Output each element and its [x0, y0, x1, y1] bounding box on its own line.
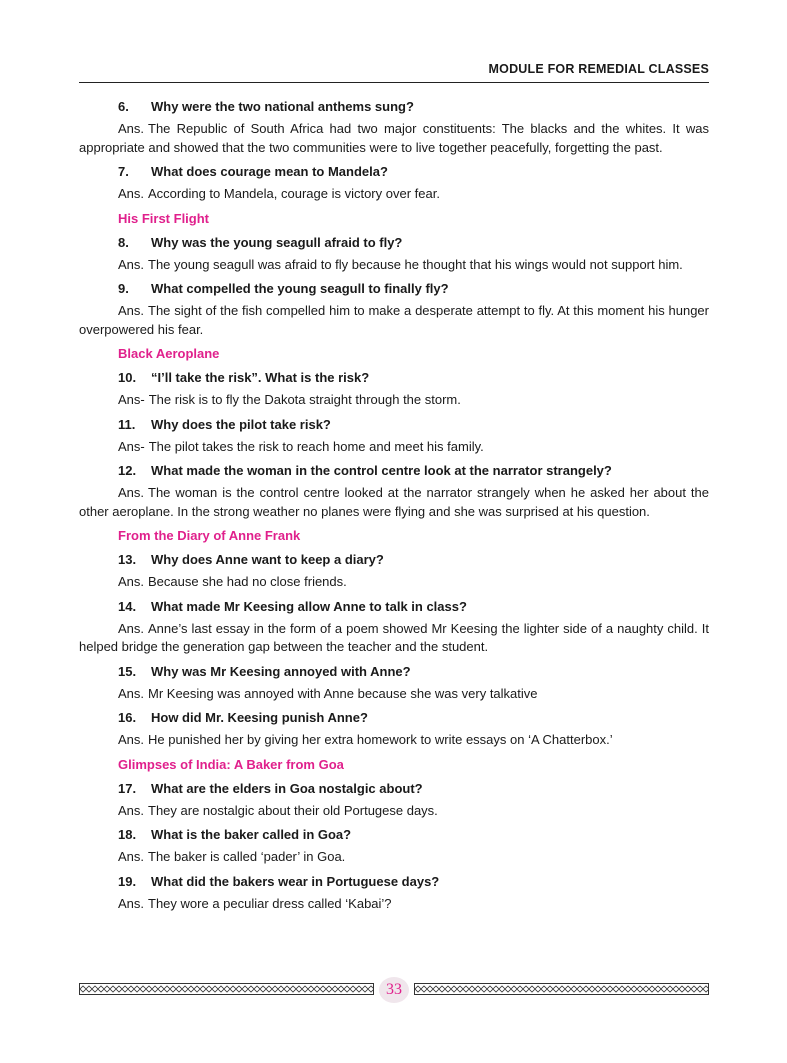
question-number: 12.	[118, 463, 137, 478]
question	[79, 663, 709, 681]
answer-prefix: Ans.	[118, 732, 145, 747]
question-text: What are the elders in Goa nostalgic about?	[151, 780, 423, 796]
question	[79, 416, 709, 434]
question-text: What compelled the young seagull to finally fly?	[151, 281, 449, 296]
answer-text: Anne’s last essay in the form of a poem showed Mr Keesing the lighter side of a naughty child. It helped bridge the generation gap between the teacher and the student.	[79, 620, 709, 654]
page-footer	[79, 983, 709, 997]
qa-content	[79, 92, 709, 913]
answer-prefix: Ans.	[118, 303, 145, 318]
answer-prefix: Ans.	[118, 620, 145, 636]
footer-ornament-right	[414, 983, 709, 995]
question-number: 16.	[118, 710, 137, 725]
page-header	[79, 62, 709, 83]
question-text: What is the baker called in Goa?	[151, 827, 352, 842]
answer	[79, 484, 709, 521]
question-text: Why does Anne want to keep a diary?	[151, 552, 384, 567]
answer-prefix: Ans.	[118, 256, 145, 272]
answer-prefix: Ans.	[118, 685, 145, 701]
answer-text: The pilot takes the risk to reach home and meet his family.	[148, 438, 484, 454]
answer-text: Because she had no close friends.	[148, 574, 347, 589]
section-heading: Glimpses of India: A Baker from Goa	[118, 756, 344, 772]
module-title: MODULE FOR REMEDIAL CLASSES	[488, 62, 709, 76]
answer-prefix: Ans.	[118, 574, 145, 589]
question	[79, 98, 709, 116]
answer	[79, 848, 709, 867]
page-number: 33	[379, 977, 409, 1003]
answer	[79, 120, 709, 157]
question	[79, 280, 709, 298]
question	[79, 780, 709, 798]
answer-text: The Republic of South Africa had two major constituents: The blacks and the whites. It was appropriate and showed that the two communities were to live together peacefully, forgetting the past.	[79, 121, 709, 155]
answer	[79, 438, 709, 457]
question-text: What made the woman in the control centre look at the narrator strangely?	[151, 463, 612, 478]
question-text: “I’ll take the risk”. What is the risk?	[151, 370, 370, 385]
question	[79, 598, 709, 616]
answer-prefix: Ans.	[118, 121, 145, 136]
question-number: 19.	[118, 873, 137, 889]
question	[79, 234, 709, 252]
answer	[79, 256, 709, 275]
section-heading: His First Flight	[118, 210, 209, 226]
question-number: 10.	[118, 370, 137, 385]
question-number: 7.	[118, 164, 129, 179]
question-number: 11.	[118, 416, 136, 432]
answer-prefix: Ans.	[118, 186, 145, 201]
answer-text: Mr Keesing was annoyed with Anne because she was very talkative	[148, 685, 538, 701]
answer-text: He punished her by giving her extra homework to write essays on ‘A Chatterbox.’	[148, 732, 613, 747]
answer-text: They are nostalgic about their old Portugese days.	[148, 802, 438, 818]
question	[79, 873, 709, 891]
answer-prefix: Ans-	[118, 438, 145, 454]
question	[79, 551, 709, 569]
answer	[79, 895, 709, 914]
question-text: Why was Mr Keesing annoyed with Anne?	[151, 663, 411, 679]
question-text: Why were the two national anthems sung?	[151, 99, 414, 114]
question-number: 14.	[118, 598, 137, 614]
question-number: 6.	[118, 99, 129, 114]
answer-text: The young seagull was afraid to fly because he thought that his wings would not support him.	[148, 256, 683, 272]
question-number: 17.	[118, 780, 137, 796]
question-text: What made Mr Keesing allow Anne to talk in class?	[151, 598, 467, 614]
answer	[79, 391, 709, 410]
question	[79, 709, 709, 727]
answer	[79, 302, 709, 339]
answer-prefix: Ans.	[118, 849, 145, 864]
question	[79, 163, 709, 181]
question-text: Why does the pilot take risk?	[151, 416, 331, 432]
section-heading: Black Aeroplane	[118, 346, 220, 361]
answer-text: According to Mandela, courage is victory over fear.	[148, 186, 440, 201]
question	[79, 369, 709, 387]
question-number: 8.	[118, 234, 129, 250]
answer-prefix: Ans-	[118, 392, 145, 407]
question-number: 15.	[118, 663, 137, 679]
question-text: How did Mr. Keesing punish Anne?	[151, 710, 368, 725]
question-number: 9.	[118, 281, 129, 296]
answer-text: They wore a peculiar dress called ‘Kabai’?	[148, 895, 392, 911]
question-number: 18.	[118, 827, 137, 842]
question-text: What does courage mean to Mandela?	[151, 164, 388, 179]
section-heading: From the Diary of Anne Frank	[118, 528, 301, 543]
answer-text: The baker is called ‘pader’ in Goa.	[148, 849, 346, 864]
answer-prefix: Ans.	[118, 895, 145, 911]
answer-text: The woman is the control centre looked at the narrator strangely when he asked her about the other aeroplane. In the strong weather no planes were flying and she was surprised at his question.	[79, 485, 709, 519]
answer-prefix: Ans.	[118, 485, 145, 500]
question	[79, 826, 709, 844]
answer-prefix: Ans.	[118, 802, 145, 818]
answer-text: The sight of the fish compelled him to make a desperate attempt to fly. At this moment his hunger overpowered his fear.	[79, 303, 709, 337]
question-text: Why was the young seagull afraid to fly?	[151, 234, 403, 250]
answer	[79, 573, 709, 592]
answer	[79, 620, 709, 657]
question-number: 13.	[118, 552, 137, 567]
footer-ornament-left	[79, 983, 374, 995]
question-text: What did the bakers wear in Portuguese days?	[151, 873, 440, 889]
answer	[79, 685, 709, 704]
answer	[79, 731, 709, 750]
answer	[79, 802, 709, 821]
question	[79, 462, 709, 480]
answer	[79, 185, 709, 204]
answer-text: The risk is to fly the Dakota straight through the storm.	[148, 392, 461, 407]
